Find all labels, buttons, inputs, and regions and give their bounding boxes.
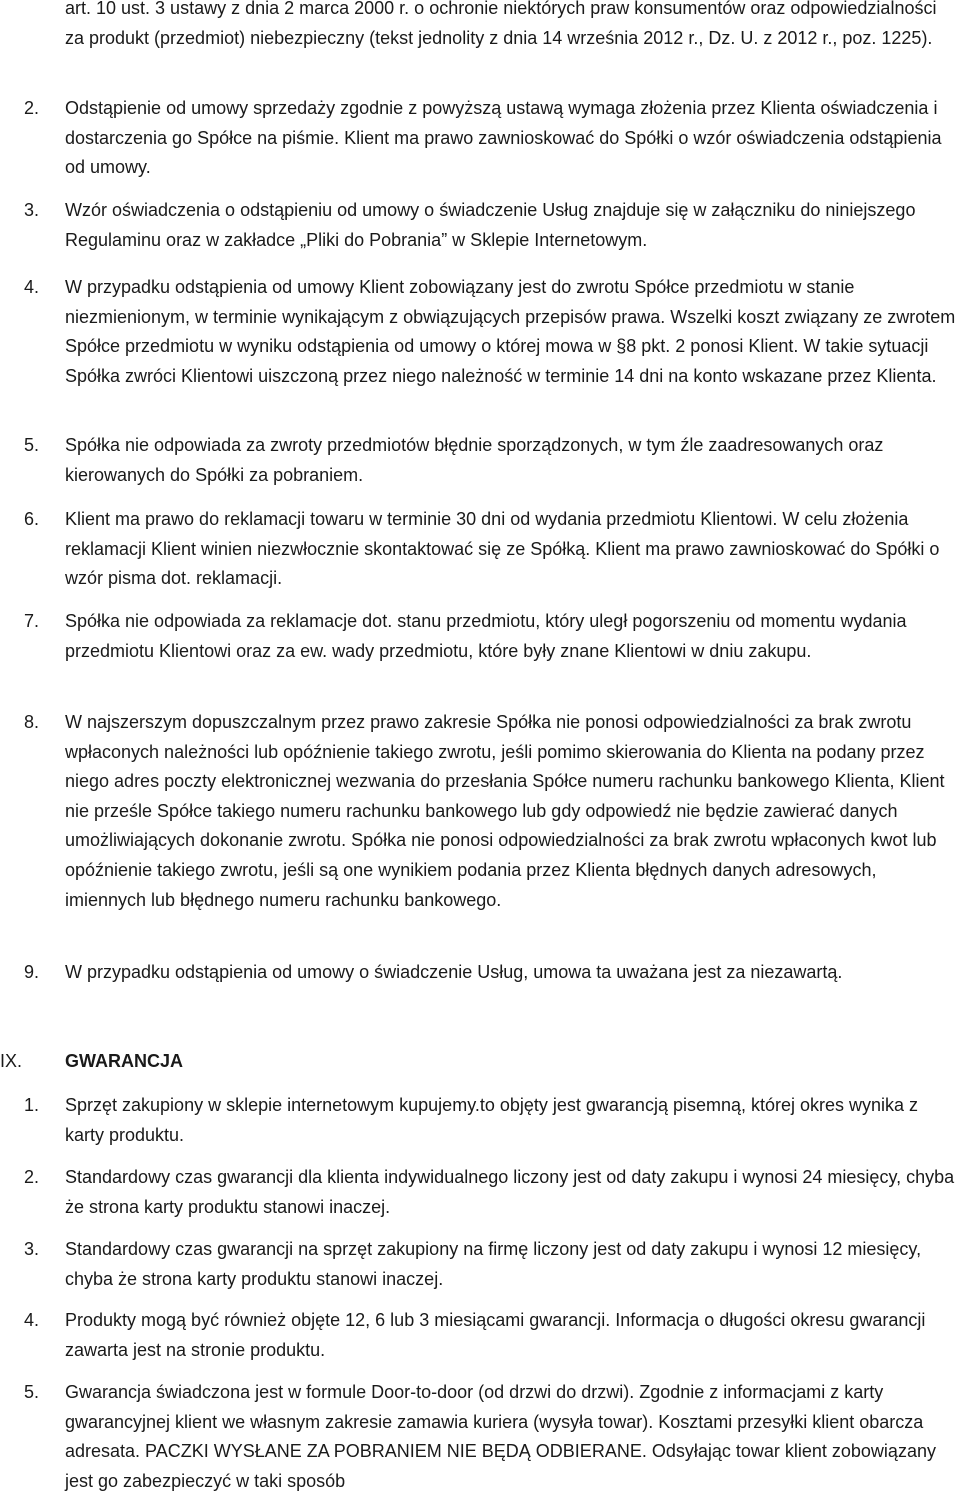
item-number: 9. — [24, 962, 40, 982]
item-text: W najszerszym dopuszczalnym przez prawo zakresie Spółka nie ponosi odpowiedzialności za brak zwrotu wpłaconych należności lub opóźnienie takiego zwrotu, jeśli pomimo skierowania do Klienta na podany przez niego adres poczty elektronicznej wezwania do przesłania Spółce numeru rachunku bankowego Klienta, Klient nie prześle Spółce takiego numeru rachunku bankowego lub gdy odpowiedź nie będzie zawierać danych umożliwiających dokonanie zwrotu. Spółka nie ponosi odpowiedzialności za brak zwrotu wpłaconych kwot lub opóźnienie takiego zwrotu, jeśli są one wynikiem podania przez Klienta błędnych danych adresowych, imiennych lub błędnego numeru rachunku bankowego. — [65, 712, 945, 910]
section-title: GWARANCJA — [65, 1051, 184, 1071]
item-number: 3. — [24, 1239, 40, 1259]
item-text: W przypadku odstąpienia od umowy Klient zobowiązany jest do zwrotu Spółce przedmiotu w stanie niezmienionym, w terminie wynikającym z obwiązujących przepisów prawa. Wszelki koszt związany ze zwrotem Spółce przedmiotu w wyniku odstąpienia od umowy o której mowa w §8 pkt. 2 ponosi Klient. W takie sytuacji Spółka zwróci Klientowi uiszczoną przez niego należność w terminie 14 dni na konto wskazane przez Klienta. — [65, 277, 956, 386]
item-text: Standardowy czas gwarancji na sprzęt zakupiony na firmę liczony jest od daty zakupu i wynosi 12 miesięcy, chyba że strona karty produktu stanowi inaczej. — [65, 1239, 922, 1289]
item-number: 6. — [24, 509, 40, 529]
item-text: Sprzęt zakupiony w sklepie internetowym kupujemy.to objęty jest gwarancją pisemną, której okres wynika z karty produktu. — [65, 1095, 919, 1145]
item-text: Produkty mogą być również objęte 12, 6 lub 3 miesiącami gwarancji. Informacja o długości okresu gwarancji zawarta jest na stronie produktu. — [65, 1310, 926, 1360]
item-number: 2. — [24, 1167, 40, 1187]
item-text: W przypadku odstąpienia od umowy o świadczenie Usług, umowa ta uważana jest za niezawartą. — [65, 962, 843, 982]
item-number: 4. — [24, 277, 40, 297]
item-number: 3. — [24, 200, 40, 220]
item-number: 5. — [24, 1382, 40, 1402]
item-number: 1. — [24, 1095, 40, 1115]
intro-paragraph: art. 10 ust. 3 ustawy z dnia 2 marca 2000 r. o ochronie niektórych praw konsumentów oraz odpowiedzialności za produkt (przedmiot) niebezpieczny (tekst jednolity z dnia 14 września 2012 r., Dz. U. z 2012 r., poz. 1225). — [65, 0, 937, 48]
item-text: Wzór oświadczenia o odstąpieniu od umowy o świadczenie Usług znajduje się w załączniku do niniejszego Regulaminu oraz w zakładce „Pliki do Pobrania” w Sklepie Internetowym. — [65, 200, 916, 250]
item-text: Gwarancja świadczona jest w formule Door-to-door (od drzwi do drzwi). Zgodnie z informacjami z karty gwarancyjnej klient we własnym zakresie zamawia kuriera (wysyła towar). Kosztami przesyłki klient obarcza adresata. PACZKI WYSŁANE ZA POBRANIEM NIE BĘDĄ ODBIERANE. Odsyłając towar klient zobowiązany jest go zabezpieczyć w taki sposób — [65, 1382, 936, 1491]
item-text: Spółka nie odpowiada za reklamacje dot. stanu przedmiotu, który uległ pogorszeniu od momentu wydania przedmiotu Klientowi oraz za ew. wady przedmiotu, które były znane Klientowi w dniu zakupu. — [65, 611, 907, 661]
item-number: 8. — [24, 712, 40, 732]
item-number: 7. — [24, 611, 40, 631]
item-number: 5. — [24, 435, 40, 455]
item-text: Standardowy czas gwarancji dla klienta indywidualnego liczony jest od daty zakupu i wynosi 24 miesięcy, chyba że strona karty produktu stanowi inaczej. — [65, 1167, 955, 1217]
section-number: IX. — [0, 1051, 23, 1071]
item-text: Klient ma prawo do reklamacji towaru w terminie 30 dni od wydania przedmiotu Klientowi. W celu złożenia reklamacji Klient winien niezwłocznie skontaktować się ze Spółką. Klient ma prawo zawnioskować do Spółki o wzór pisma dot. reklamacji. — [65, 509, 940, 589]
item-text: Spółka nie odpowiada za zwroty przedmiotów błędnie sporządzonych, w tym źle zaadresowanych oraz kierowanych do Spółki za pobraniem. — [65, 435, 884, 485]
item-number: 4. — [24, 1310, 40, 1330]
item-text: Odstąpienie od umowy sprzedaży zgodnie z powyższą ustawą wymaga złożenia przez Klienta oświadczenia i dostarczenia go Spółce na piśmie. Klient ma prawo zawnioskować do Spółki o wzór oświadczenia odstąpienia od umowy. — [65, 98, 942, 178]
item-number: 2. — [24, 98, 40, 118]
